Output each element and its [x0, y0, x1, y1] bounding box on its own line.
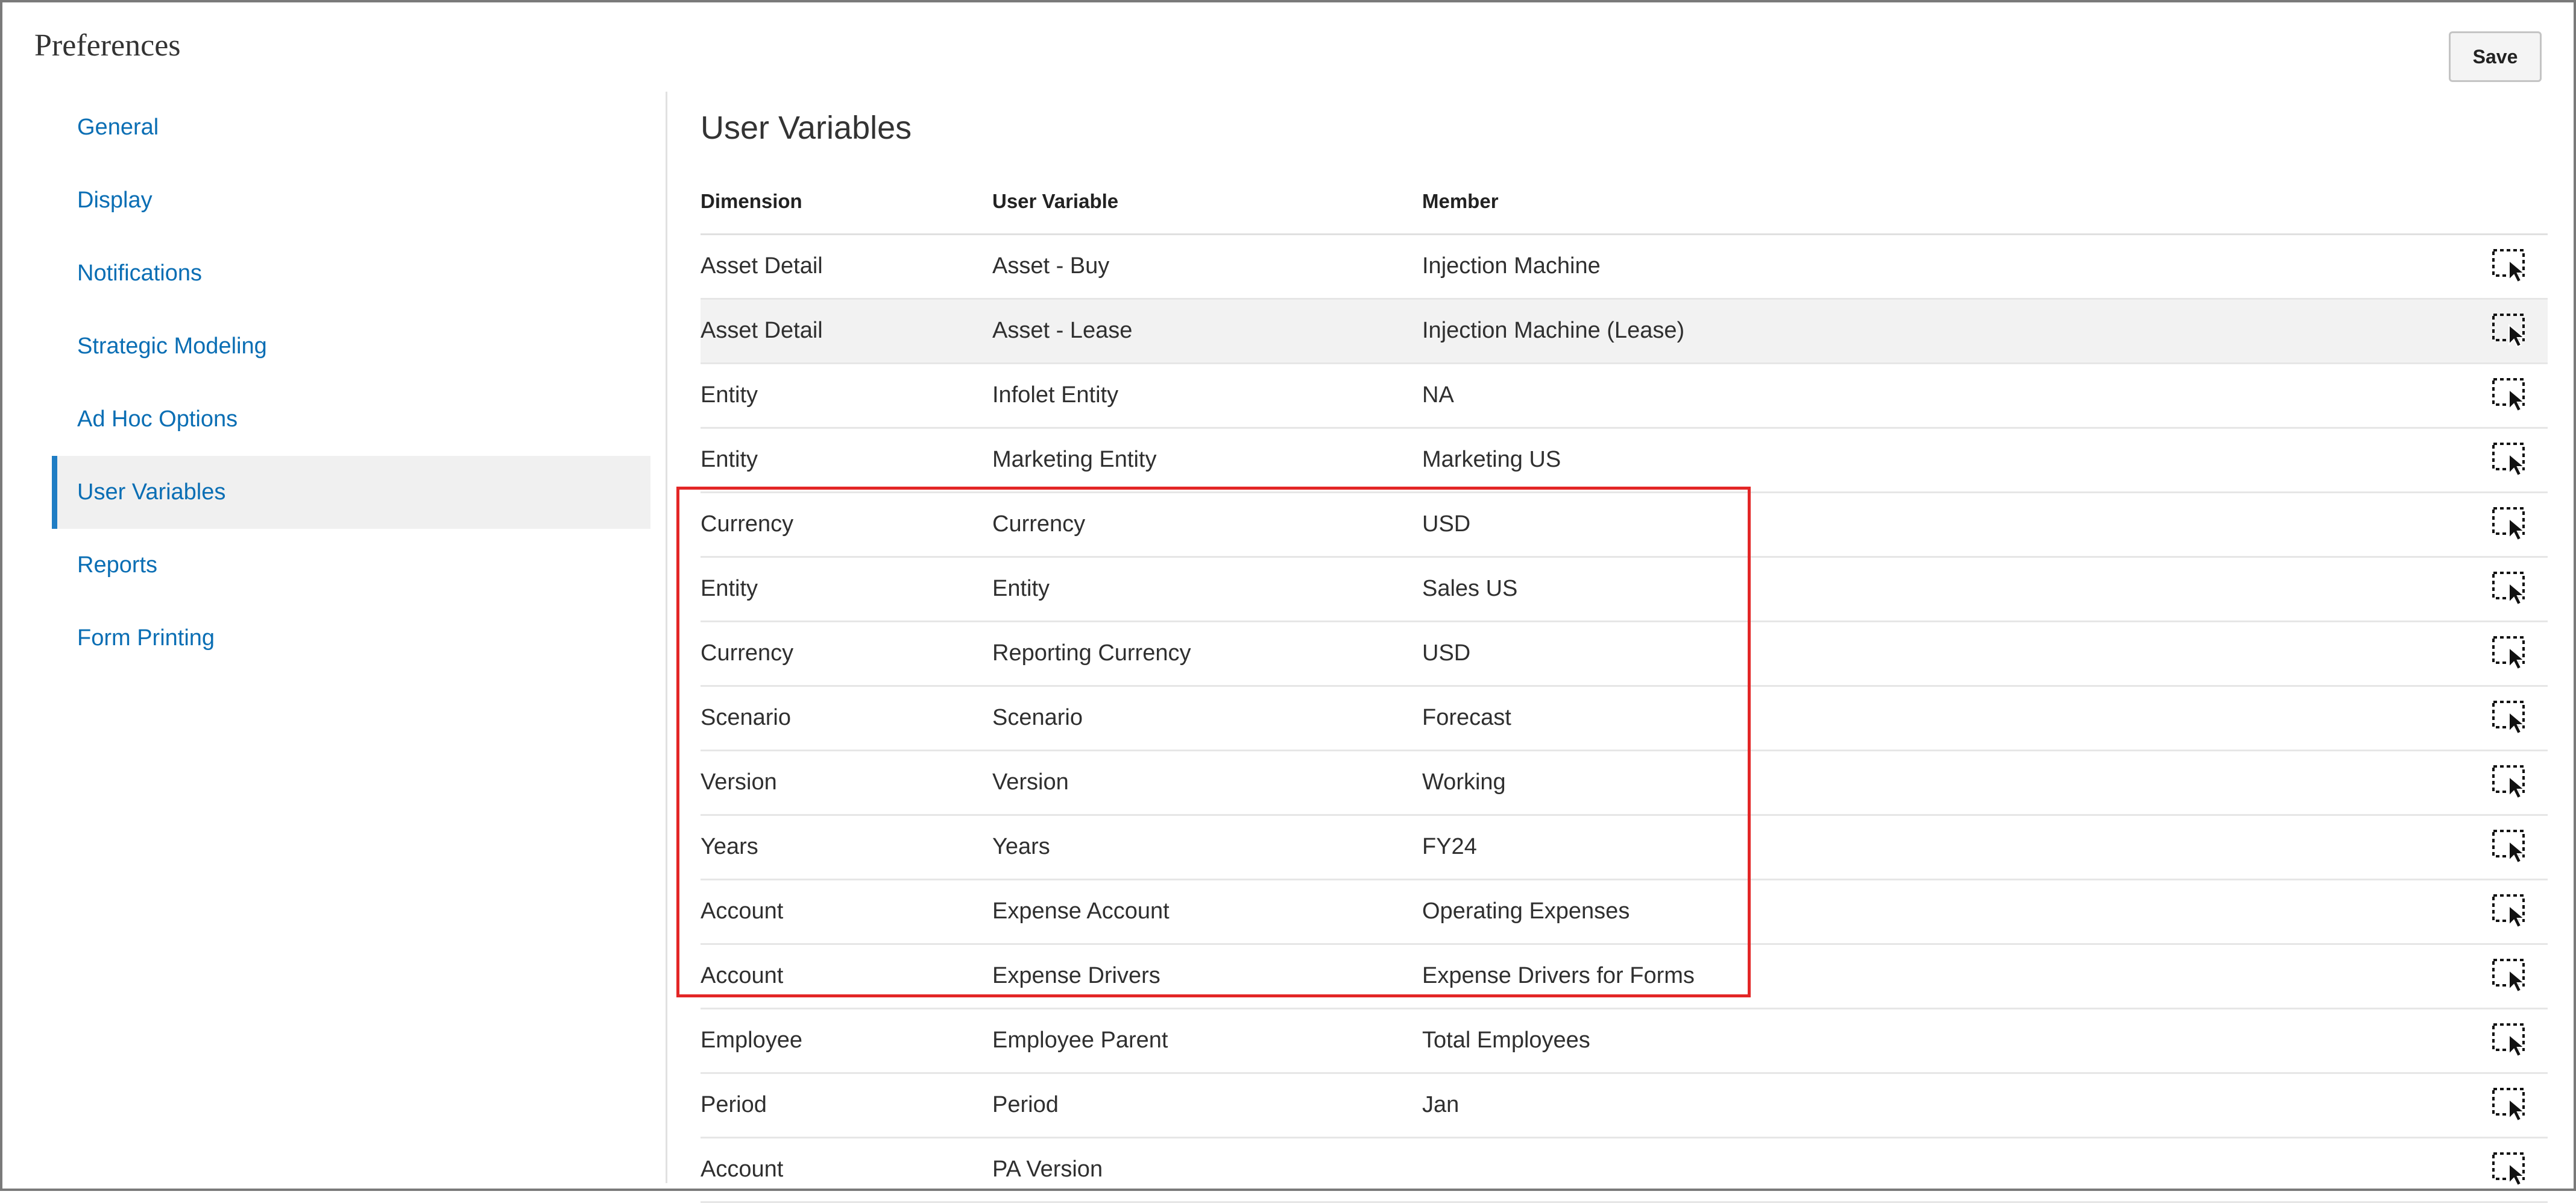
sidebar-item-general[interactable]: General — [77, 115, 159, 140]
cell-dimension: Account — [701, 963, 784, 988]
cell-member: FY24 — [1422, 834, 1477, 859]
column-header-dimension: Dimension — [701, 190, 802, 212]
table-row — [701, 364, 2548, 429]
cell-member: Injection Machine (Lease) — [1422, 318, 1685, 343]
member-selector-icon[interactable] — [2491, 376, 2530, 412]
sidebar-divider — [666, 92, 667, 1183]
member-selector-icon[interactable] — [2491, 763, 2530, 800]
table-row — [701, 1138, 2548, 1203]
cell-member: Total Employees — [1422, 1028, 1590, 1053]
sidebar-item-display[interactable]: Display — [77, 188, 153, 213]
cell-member: Expense Drivers for Forms — [1422, 963, 1695, 988]
table-row — [701, 751, 2548, 816]
table-row — [701, 816, 2548, 880]
page-title: Preferences — [34, 28, 181, 63]
cell-user-variable: PA Version — [992, 1157, 1103, 1182]
cell-user-variable: Reporting Currency — [992, 640, 1191, 666]
sidebar-item-user-variables[interactable]: User Variables — [52, 456, 650, 529]
cell-dimension: Employee — [701, 1028, 802, 1053]
cell-user-variable: Marketing Entity — [992, 447, 1157, 472]
cell-user-variable: Version — [992, 769, 1069, 795]
cell-dimension: Version — [701, 769, 777, 795]
table-row — [701, 235, 2548, 300]
cell-member: USD — [1422, 640, 1471, 666]
table-row — [701, 1074, 2548, 1138]
member-selector-icon[interactable] — [2491, 312, 2530, 348]
table-row — [701, 687, 2548, 751]
cell-user-variable: Employee Parent — [992, 1028, 1168, 1053]
cell-member: Working — [1422, 769, 1506, 795]
member-selector-icon[interactable] — [2491, 441, 2530, 477]
cell-user-variable: Scenario — [992, 705, 1083, 730]
cell-user-variable: Years — [992, 834, 1050, 859]
sidebar-item-ad-hoc-options[interactable]: Ad Hoc Options — [77, 406, 238, 432]
cell-user-variable: Infolet Entity — [992, 382, 1119, 408]
cell-dimension: Asset Detail — [701, 253, 823, 279]
save-button[interactable]: Save — [2449, 31, 2542, 82]
cell-dimension: Currency — [701, 511, 794, 537]
column-header-member: Member — [1422, 190, 1499, 212]
cell-member: NA — [1422, 382, 1454, 408]
cell-user-variable: Period — [992, 1092, 1059, 1117]
member-selector-icon[interactable] — [2491, 699, 2530, 735]
cell-member: Forecast — [1422, 705, 1511, 730]
column-header-user-variable: User Variable — [992, 190, 1119, 212]
cell-user-variable: Expense Drivers — [992, 963, 1160, 988]
table-row — [701, 622, 2548, 687]
cell-dimension: Entity — [701, 576, 758, 601]
table-row — [701, 945, 2548, 1009]
sidebar-nav — [52, 91, 650, 675]
member-selector-icon[interactable] — [2491, 1086, 2530, 1122]
member-selector-icon[interactable] — [2491, 1151, 2530, 1187]
cell-user-variable: Currency — [992, 511, 1086, 537]
cell-dimension: Entity — [701, 382, 758, 408]
sidebar-item-notifications[interactable]: Notifications — [77, 260, 202, 286]
cell-dimension: Entity — [701, 447, 758, 472]
user-variables-table — [701, 168, 2548, 1203]
cell-dimension: Account — [701, 1157, 784, 1182]
cell-member: Marketing US — [1422, 447, 1561, 472]
table-row — [701, 493, 2548, 558]
table-row — [701, 429, 2548, 493]
cell-user-variable: Asset - Lease — [992, 318, 1133, 343]
section-title: User Variables — [701, 110, 912, 146]
sidebar-item-strategic-modeling[interactable]: Strategic Modeling — [77, 333, 267, 359]
table-row — [701, 880, 2548, 945]
table-body — [701, 235, 2548, 1203]
cell-member: Jan — [1422, 1092, 1460, 1117]
member-selector-icon[interactable] — [2491, 957, 2530, 993]
cell-dimension: Currency — [701, 640, 794, 666]
table-row — [701, 558, 2548, 622]
sidebar-item-reports[interactable]: Reports — [77, 552, 158, 578]
table-header — [701, 168, 2548, 235]
cell-user-variable: Asset - Buy — [992, 253, 1110, 279]
cell-member: Sales US — [1422, 576, 1518, 601]
sidebar-item-form-printing[interactable]: Form Printing — [77, 625, 215, 651]
member-selector-icon[interactable] — [2491, 634, 2530, 671]
cell-member: Injection Machine — [1422, 253, 1601, 279]
member-selector-icon[interactable] — [2491, 828, 2530, 864]
cell-member: Operating Expenses — [1422, 898, 1630, 924]
cell-member: USD — [1422, 511, 1471, 537]
cell-dimension: Account — [701, 898, 784, 924]
member-selector-icon[interactable] — [2491, 892, 2530, 929]
cell-dimension: Years — [701, 834, 758, 859]
cell-user-variable: Entity — [992, 576, 1050, 601]
table-row — [701, 1009, 2548, 1074]
cell-dimension: Period — [701, 1092, 767, 1117]
member-selector-icon[interactable] — [2491, 1021, 2530, 1058]
member-selector-icon[interactable] — [2491, 505, 2530, 542]
cell-dimension: Scenario — [701, 705, 791, 730]
member-selector-icon[interactable] — [2491, 570, 2530, 606]
member-selector-icon[interactable] — [2491, 247, 2530, 283]
cell-user-variable: Expense Account — [992, 898, 1170, 924]
cell-dimension: Asset Detail — [701, 318, 823, 343]
table-row — [701, 300, 2548, 364]
